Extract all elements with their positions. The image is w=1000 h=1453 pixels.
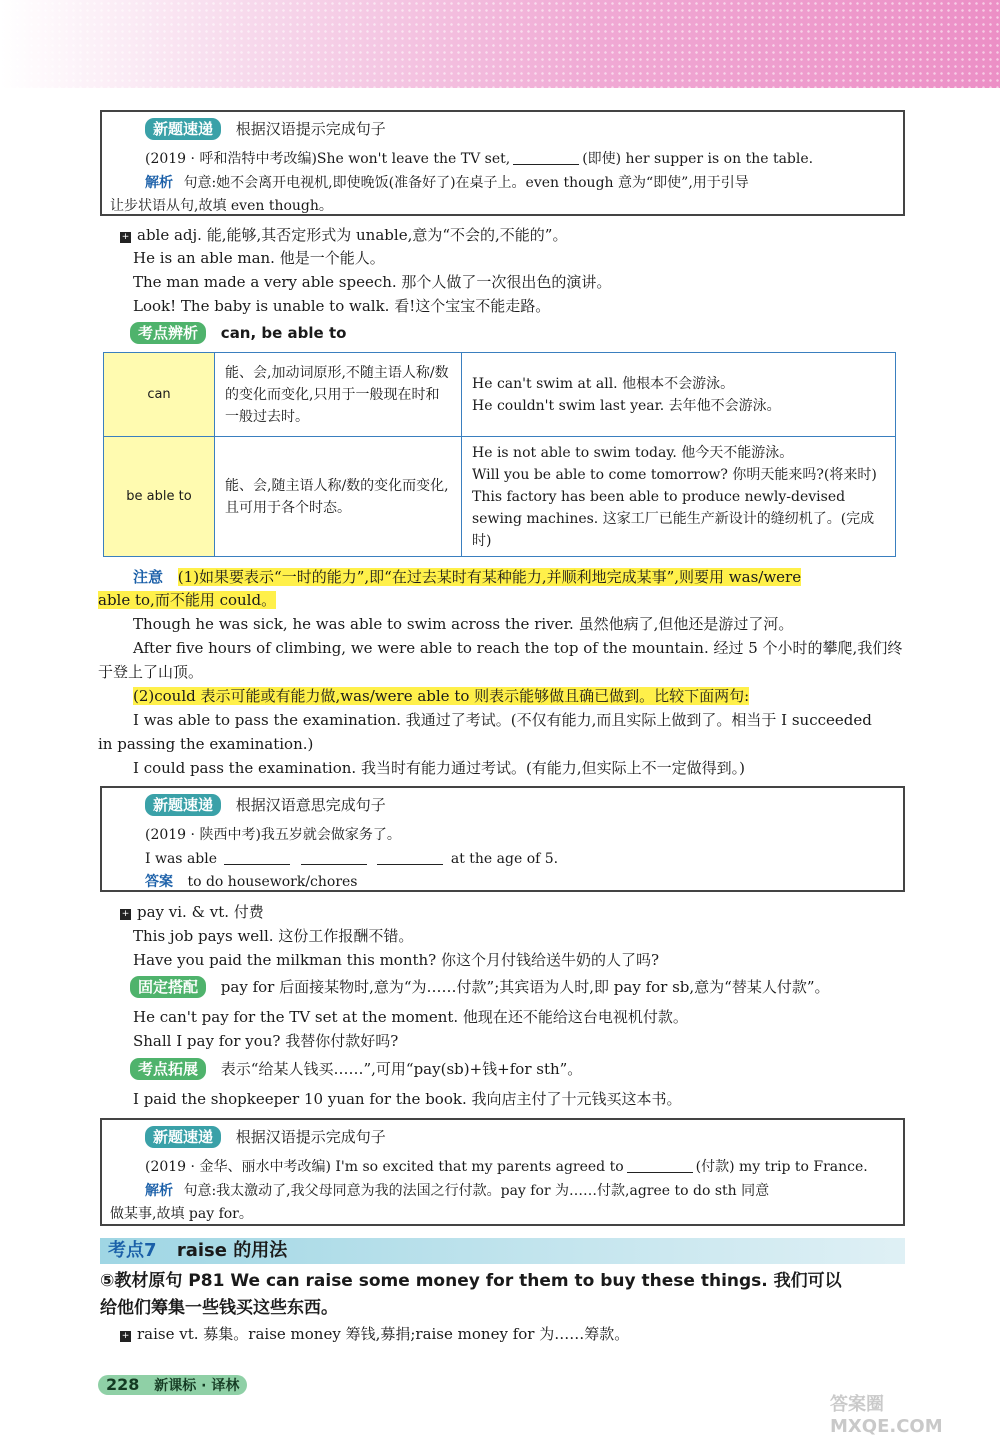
table-row	[104, 353, 896, 437]
analysis-text-cont: 让步状语从句,故填 even though。	[110, 198, 333, 214]
new-question-box-3	[100, 1118, 905, 1226]
note-example-3-cont: in passing the examination.)	[98, 735, 314, 753]
answer-blank	[627, 1158, 693, 1173]
question-text-a: I was able	[145, 851, 218, 867]
page-footer	[98, 1375, 247, 1395]
table-example: He couldn't swim last year. 去年他不会游泳。	[472, 397, 781, 414]
table-row	[104, 437, 896, 557]
answer-blank	[513, 150, 579, 165]
comparison-table	[103, 352, 896, 557]
pay-example-2: Have you paid the milkman this month? 你这个月付钱给送牛奶的人了吗?	[133, 951, 660, 969]
new-question-box-1	[100, 110, 905, 216]
point-extension-text: 表示“给某人钱买……”,可用“pay(sb)+钱+for sth”。	[220, 1060, 583, 1078]
page-number: 228	[106, 1375, 140, 1394]
note-example-2: After five hours of climbing, we were able to reach the top of the mountain. 经过 5 个小时的攀爬,我们终	[133, 639, 903, 657]
textbook-sentence: ⑤教材原句 P81 We can raise some money for them to buy these things. 我们可以	[100, 1271, 842, 1291]
question-text-a: (2019 · 呼和浩特中考改编)She won't leave the TV set,	[145, 151, 511, 167]
raise-head: raise vt. 募集。raise money 筹钱,募捐;raise money for 为……筹款。	[137, 1325, 630, 1343]
analysis-text: 句意:她不会离开电视机,即使晚饭(准备好了)在桌子上。even though 意为“即使”,用于引导	[183, 175, 749, 191]
point-analysis-tag: 考点辨析	[130, 322, 206, 344]
fixed-collocation-tag: 固定搭配	[130, 976, 206, 998]
box-title: 根据汉语提示完成句子	[235, 1128, 386, 1146]
answer-blank	[224, 850, 290, 865]
able-example-3: Look! The baby is unable to walk. 看!这个宝宝不能走路。	[133, 297, 551, 315]
able-example-1: He is an able man. 他是一个能人。	[133, 249, 385, 267]
point-extension-tag: 考点拓展	[130, 1058, 206, 1080]
note-label: 注意	[133, 568, 164, 586]
analysis-label: 解析	[145, 1183, 173, 1199]
answer-label: 答案	[145, 874, 173, 890]
able-head: able adj. 能,能够,其否定形式为 unable,意为“不会的,不能的”。	[137, 226, 568, 244]
question-text-a: (2019 · 金华、丽水中考改编) I'm so excited that my parents agreed to	[145, 1159, 624, 1175]
textbook-sentence-cont: 给他们筹集一些钱买这些东西。	[100, 1298, 338, 1318]
note-2: (2)could 表示可能或有能力做,was/were able to 则表示能够做且确已做到。比较下面两句:	[133, 687, 750, 705]
section-header	[100, 1238, 905, 1264]
point-analysis-title: can, be able to	[220, 324, 347, 342]
analysis-text: 句意:我太激动了,我父母同意为我的法国之行付款。pay for 为……付款,agree to do sth 同意	[183, 1183, 770, 1199]
question-text-b: (付款) my trip to France.	[695, 1159, 868, 1175]
note-1-cont: able to,而不能用 could。	[98, 591, 277, 609]
pay-example-1: This job pays well. 这份工作报酬不错。	[133, 927, 414, 945]
answer-blank	[377, 850, 443, 865]
table-example: This factory has been able to produce newly-devised sewing machines. 这家工厂已能生产新设计的缝纫机了。(完成时)	[472, 488, 875, 549]
able-example-2: The man made a very able speech. 那个人做了一次很出色的演讲。	[133, 273, 612, 291]
section-title: raise 的用法	[176, 1240, 288, 1261]
table-example: He can't swim at all. 他根本不会游泳。	[472, 375, 735, 392]
note-1: (1)如果要表示“一时的能力”,即“在过去某时有某种能力,并顺利地完成某事”,则要用 was/were	[177, 568, 802, 586]
question-text-b: at the age of 5.	[450, 851, 559, 867]
note-example-4: I could pass the examination. 我当时有能力通过考试。(有能力,但实际上不一定做得到。)	[133, 759, 745, 777]
section-number: 考点7	[108, 1240, 157, 1261]
answer-text: to do housework/chores	[187, 874, 358, 890]
watermark-logo: 答案圈 MXQE.COM	[830, 1394, 943, 1437]
table-desc: 能、会,加动词原形,不随主语人称/数的变化而变化,只用于一般现在时和一般过去时。	[215, 353, 462, 437]
note-example-3: I was able to pass the examination. 我通过了考试。(不仅有能力,而且实际上做到了。相当于 I succeeded	[133, 711, 872, 729]
table-key: be able to	[104, 437, 215, 557]
plus-icon: +	[121, 1331, 130, 1341]
table-example: He is not able to swim today. 他今天不能游泳。	[472, 444, 794, 461]
note-example-1: Though he was sick, he was able to swim across the river. 虽然他病了,但他还是游过了河。	[133, 615, 794, 633]
table-example: Will you be able to come tomorrow? 你明天能来吗?(将来时)	[472, 466, 877, 483]
header-banner	[0, 0, 1000, 88]
table-desc: 能、会,随主语人称/数的变化而变化,且可用于各个时态。	[215, 437, 462, 557]
fixed-collocation-text: pay for 后面接某物时,意为“为……付款”;其宾语为人时,即 pay for sb,意为“替某人付款”。	[220, 978, 830, 996]
box-title: 根据汉语提示完成句子	[235, 120, 386, 138]
question-text: (2019 · 陕西中考)我五岁就会做家务了。	[145, 827, 401, 843]
pay-example-3: He can't pay for the TV set at the moment. 他现在还不能给这台电视机付款。	[133, 1008, 688, 1026]
plus-icon: +	[121, 232, 130, 242]
analysis-text-cont: 做某事,故填 pay for。	[110, 1206, 253, 1222]
table-key: can	[104, 353, 215, 437]
analysis-label: 解析	[145, 175, 173, 191]
plus-icon: +	[121, 909, 130, 919]
note-example-2-cont: 于登上了山顶。	[98, 663, 204, 681]
new-question-box-2	[100, 786, 905, 892]
series-name: 新课标 · 译林	[154, 1378, 240, 1394]
answer-blank	[301, 850, 367, 865]
new-question-tag: 新题速递	[145, 794, 221, 816]
table-examples	[462, 353, 896, 437]
table-examples	[462, 437, 896, 557]
new-question-tag: 新题速递	[145, 1126, 221, 1148]
box-title: 根据汉语意思完成句子	[235, 796, 386, 814]
pay-example-4: Shall I pay for you? 我替你付款好吗?	[133, 1032, 399, 1050]
new-question-tag: 新题速递	[145, 118, 221, 140]
question-text-b: (即使) her supper is on the table.	[582, 151, 814, 167]
pay-example-5: I paid the shopkeeper 10 yuan for the book. 我向店主付了十元钱买这本书。	[133, 1090, 682, 1108]
pay-head: pay vi. & vt. 付费	[137, 903, 264, 921]
